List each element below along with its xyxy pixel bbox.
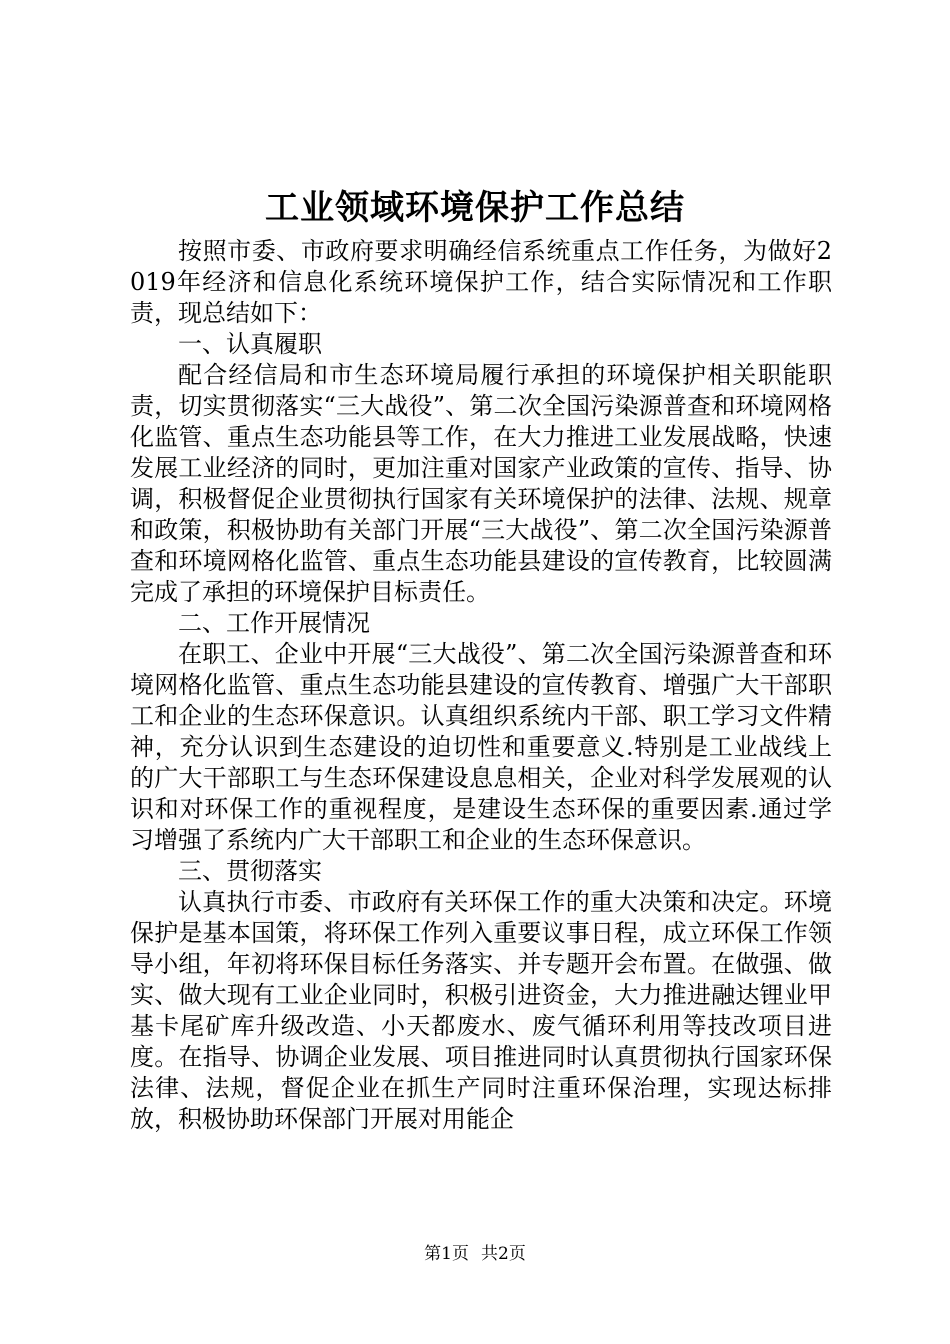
document-body	[130, 236, 832, 1135]
section-body-1: 配合经信局和市生态环境局履行承担的环境保护相关职能职责，切实贯彻落实“三大战役”、第二次全国污染源普查和环境网格化监管、重点生态功能县等工作，在大力推进工业发展战略，快速发展工业经济的同时，更加注重对国家产业政策的宣传、指导、协调，积极督促企业贯彻执行国家有关环境保护的法律、法规、规章和政策，积极协助有关部门开展“三大战役”、第二次全国污染源普查和环境网格化监管、重点生态功能县建设的宣传教育，比较圆满完成了承担的环境保护目标责任。	[130, 361, 832, 606]
section-heading-2: 二、工作开展情况	[178, 609, 370, 637]
section-body-3: 认真执行市委、市政府有关环保工作的重大决策和决定。环境保护是基本国策，将环保工作列入重要议事日程，成立环保工作领导小组，年初将环保目标任务落实、并专题开会布置。在做强、做实、做大现有工业企业同时，积极引进资金，大力推进融达锂业甲基卡尾矿库升级改造、小天都废水、废气循环利用等技改项目进度。在指导、协调企业发展、项目推进同时认真贯彻执行国家环保法律、法规，督促企业在抓生产同时注重环保治理，实现达标排放，积极协助环保部门开展对用能企	[130, 888, 832, 1133]
page-total: 共2页	[481, 1244, 526, 1264]
section-heading-1: 一、认真履职	[178, 330, 322, 358]
page-footer	[0, 1242, 950, 1266]
document-title: 工业领域环境保护工作总结	[265, 188, 685, 228]
page-number: 第1页	[424, 1244, 469, 1264]
section-body-2: 在职工、企业中开展“三大战役”、第二次全国污染源普查和环境网格化监管、重点生态功能县建设的宣传教育、增强广大干部职工和企业的生态环保意识。认真组织系统内干部、职工学习文件精神，充分认识到生态建设的迫切性和重要意义.特别是工业战线上的广大干部职工与生态环保建设息息相关，企业对科学发展观的认识和对环保工作的重视程度，是建设生态环保的重要因素.通过学习增强了系统内广大干部职工和企业的生态环保意识。	[130, 640, 832, 854]
section-heading-3: 三、贯彻落实	[178, 857, 322, 885]
intro-paragraph: 按照市委、市政府要求明确经信系统重点工作任务，为做好2019年经济和信息化系统环境保护工作，结合实际情况和工作职责，现总结如下：	[130, 237, 832, 327]
